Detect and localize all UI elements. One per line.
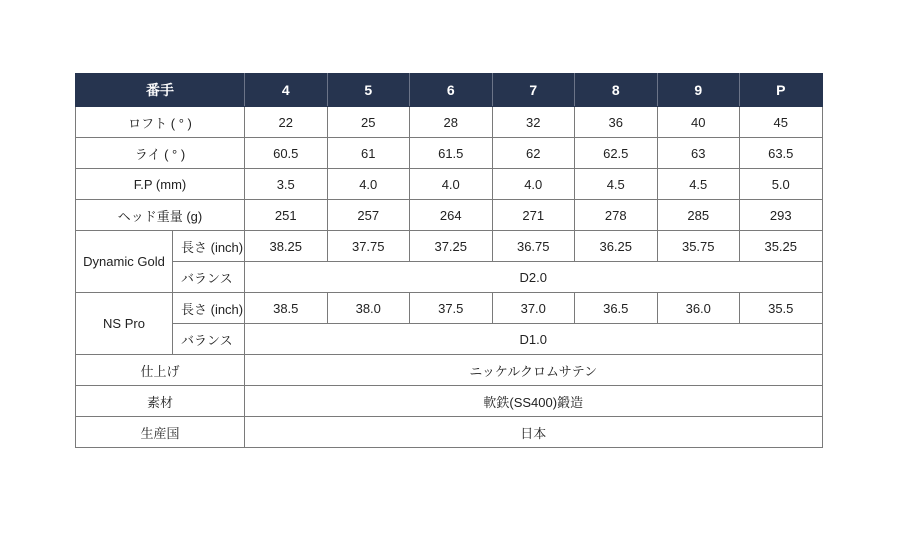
lie-value: 60.5 — [245, 138, 328, 169]
shaft-length-value: 37.0 — [492, 293, 575, 324]
lie-value: 61.5 — [410, 138, 493, 169]
origin-row — [76, 417, 823, 448]
shaft-length-label: 長さ (inch) — [173, 293, 245, 324]
header-col-9: 9 — [657, 74, 740, 107]
loft-value: 22 — [245, 107, 328, 138]
fp-value: 4.0 — [410, 169, 493, 200]
shaft-length-value: 36.0 — [657, 293, 740, 324]
shaft-length-value: 38.5 — [245, 293, 328, 324]
lie-label: ライ ( ° ) — [76, 138, 245, 169]
shaft-balance-value: D2.0 — [245, 262, 823, 293]
fp-row — [76, 169, 823, 200]
loft-value: 40 — [657, 107, 740, 138]
lie-value: 62.5 — [575, 138, 658, 169]
shaft-length-label: 長さ (inch) — [173, 231, 245, 262]
fp-value: 4.0 — [327, 169, 410, 200]
loft-value: 32 — [492, 107, 575, 138]
ns-length-row — [76, 293, 823, 324]
fp-value: 4.0 — [492, 169, 575, 200]
lie-value: 61 — [327, 138, 410, 169]
loft-value: 45 — [740, 107, 823, 138]
finish-value: ニッケルクロムサテン — [245, 355, 823, 386]
lie-value: 63.5 — [740, 138, 823, 169]
loft-value: 36 — [575, 107, 658, 138]
header-col-6: 6 — [410, 74, 493, 107]
loft-value: 28 — [410, 107, 493, 138]
shaft-balance-value: D1.0 — [245, 324, 823, 355]
fp-value: 5.0 — [740, 169, 823, 200]
shaft-length-value: 37.75 — [327, 231, 410, 262]
shaft-length-value: 35.75 — [657, 231, 740, 262]
shaft-name-dynamic-gold: Dynamic Gold — [76, 231, 173, 293]
shaft-balance-label: バランス — [173, 262, 245, 293]
fp-value: 4.5 — [657, 169, 740, 200]
fp-label: F.P (mm) — [76, 169, 245, 200]
head-weight-value: 278 — [575, 200, 658, 231]
header-col-5: 5 — [327, 74, 410, 107]
fp-value: 3.5 — [245, 169, 328, 200]
header-col-7: 7 — [492, 74, 575, 107]
lie-value: 62 — [492, 138, 575, 169]
loft-label: ロフト ( ° ) — [76, 107, 245, 138]
head-weight-value: 293 — [740, 200, 823, 231]
dg-balance-row — [76, 262, 823, 293]
header-col-p: P — [740, 74, 823, 107]
lie-row — [76, 138, 823, 169]
header-label: 番手 — [76, 74, 245, 107]
shaft-length-value: 35.25 — [740, 231, 823, 262]
material-row — [76, 386, 823, 417]
head-weight-value: 285 — [657, 200, 740, 231]
shaft-length-value: 37.5 — [410, 293, 493, 324]
loft-value: 25 — [327, 107, 410, 138]
origin-label: 生産国 — [76, 417, 245, 448]
shaft-name-ns-pro: NS Pro — [76, 293, 173, 355]
finish-label: 仕上げ — [76, 355, 245, 386]
head-weight-value: 264 — [410, 200, 493, 231]
ns-balance-row — [76, 324, 823, 355]
spec-table — [75, 73, 823, 448]
head-weight-row — [76, 200, 823, 231]
header-col-4: 4 — [245, 74, 328, 107]
shaft-length-value: 36.75 — [492, 231, 575, 262]
loft-row — [76, 107, 823, 138]
lie-value: 63 — [657, 138, 740, 169]
shaft-length-value: 37.25 — [410, 231, 493, 262]
shaft-length-value: 36.25 — [575, 231, 658, 262]
head-weight-value: 251 — [245, 200, 328, 231]
material-value: 軟鉄(SS400)鍛造 — [245, 386, 823, 417]
head-weight-label: ヘッド重量 (g) — [76, 200, 245, 231]
header-col-8: 8 — [575, 74, 658, 107]
shaft-length-value: 35.5 — [740, 293, 823, 324]
fp-value: 4.5 — [575, 169, 658, 200]
shaft-length-value: 38.25 — [245, 231, 328, 262]
dg-length-row — [76, 231, 823, 262]
head-weight-value: 257 — [327, 200, 410, 231]
finish-row — [76, 355, 823, 386]
header-row — [76, 74, 823, 107]
shaft-balance-label: バランス — [173, 324, 245, 355]
head-weight-value: 271 — [492, 200, 575, 231]
origin-value: 日本 — [245, 417, 823, 448]
shaft-length-value: 38.0 — [327, 293, 410, 324]
shaft-length-value: 36.5 — [575, 293, 658, 324]
material-label: 素材 — [76, 386, 245, 417]
